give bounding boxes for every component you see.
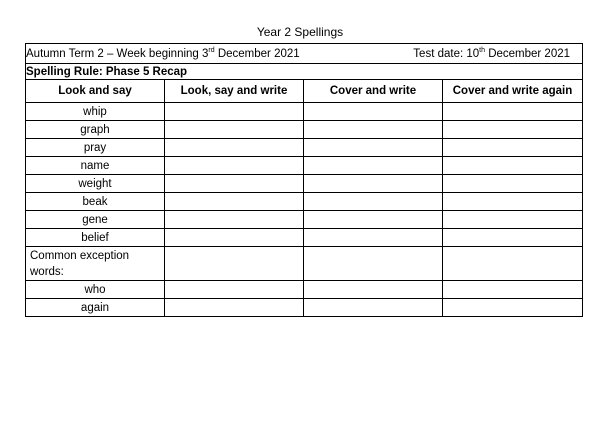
test-date-label: Test date: 10th December 2021 xyxy=(413,46,571,60)
cover-write-again-cell[interactable] xyxy=(443,121,583,139)
page-title: Year 2 Spellings xyxy=(256,25,344,39)
cover-write-cell[interactable] xyxy=(304,211,443,229)
write-cell[interactable] xyxy=(165,299,304,317)
cover-write-cell[interactable] xyxy=(304,229,443,247)
write-cell[interactable] xyxy=(165,211,304,229)
exception-words-label: Common exception words: xyxy=(26,247,165,281)
spelling-word: pray xyxy=(26,139,165,157)
cover-write-cell[interactable] xyxy=(304,193,443,211)
word-row xyxy=(26,281,583,299)
word-row xyxy=(26,211,583,229)
word-row xyxy=(26,139,583,157)
write-cell[interactable] xyxy=(165,247,304,281)
term-header-cell xyxy=(26,44,583,64)
spelling-rule: Spelling Rule: Phase 5 Recap xyxy=(26,64,583,80)
cover-write-again-cell[interactable] xyxy=(443,229,583,247)
term-header-row xyxy=(26,44,583,64)
word-row xyxy=(26,193,583,211)
cover-write-again-cell[interactable] xyxy=(443,193,583,211)
cover-write-cell[interactable] xyxy=(304,121,443,139)
word-row xyxy=(26,157,583,175)
spelling-word: weight xyxy=(26,175,165,193)
column-header-cover-and-write: Cover and write xyxy=(304,80,443,103)
word-row xyxy=(26,103,583,121)
cover-write-again-cell[interactable] xyxy=(443,175,583,193)
exception-word: who xyxy=(26,281,165,299)
column-header-row xyxy=(26,80,583,103)
write-cell[interactable] xyxy=(165,281,304,299)
cover-write-again-cell[interactable] xyxy=(443,157,583,175)
spelling-rule-row xyxy=(26,64,583,80)
cover-write-cell[interactable] xyxy=(304,247,443,281)
column-header-cover-and-write-again: Cover and write again xyxy=(443,80,583,103)
write-cell[interactable] xyxy=(165,157,304,175)
cover-write-cell[interactable] xyxy=(304,281,443,299)
write-cell[interactable] xyxy=(165,139,304,157)
spelling-word: beak xyxy=(26,193,165,211)
cover-write-cell[interactable] xyxy=(304,175,443,193)
spelling-word: belief xyxy=(26,229,165,247)
cover-write-again-cell[interactable] xyxy=(443,211,583,229)
cover-write-again-cell[interactable] xyxy=(443,103,583,121)
write-cell[interactable] xyxy=(165,193,304,211)
write-cell[interactable] xyxy=(165,121,304,139)
word-row xyxy=(26,175,583,193)
column-header-look-and-say: Look and say xyxy=(26,80,165,103)
spelling-table xyxy=(25,43,583,317)
cover-write-again-cell[interactable] xyxy=(443,281,583,299)
cover-write-again-cell[interactable] xyxy=(443,247,583,281)
word-row xyxy=(26,121,583,139)
word-row xyxy=(26,299,583,317)
cover-write-again-cell[interactable] xyxy=(443,299,583,317)
write-cell[interactable] xyxy=(165,175,304,193)
exception-word: again xyxy=(26,299,165,317)
spelling-word: whip xyxy=(26,103,165,121)
spelling-word: gene xyxy=(26,211,165,229)
column-header-look-say-write: Look, say and write xyxy=(165,80,304,103)
spelling-word: name xyxy=(26,157,165,175)
word-row xyxy=(26,229,583,247)
cover-write-cell[interactable] xyxy=(304,103,443,121)
cover-write-cell[interactable] xyxy=(304,299,443,317)
cover-write-cell[interactable] xyxy=(304,157,443,175)
spelling-word: graph xyxy=(26,121,165,139)
cover-write-again-cell[interactable] xyxy=(443,139,583,157)
exception-words-row xyxy=(26,247,583,281)
cover-write-cell[interactable] xyxy=(304,139,443,157)
write-cell[interactable] xyxy=(165,103,304,121)
term-label: Autumn Term 2 – Week beginning 3rd December 2021 xyxy=(26,46,300,60)
write-cell[interactable] xyxy=(165,229,304,247)
